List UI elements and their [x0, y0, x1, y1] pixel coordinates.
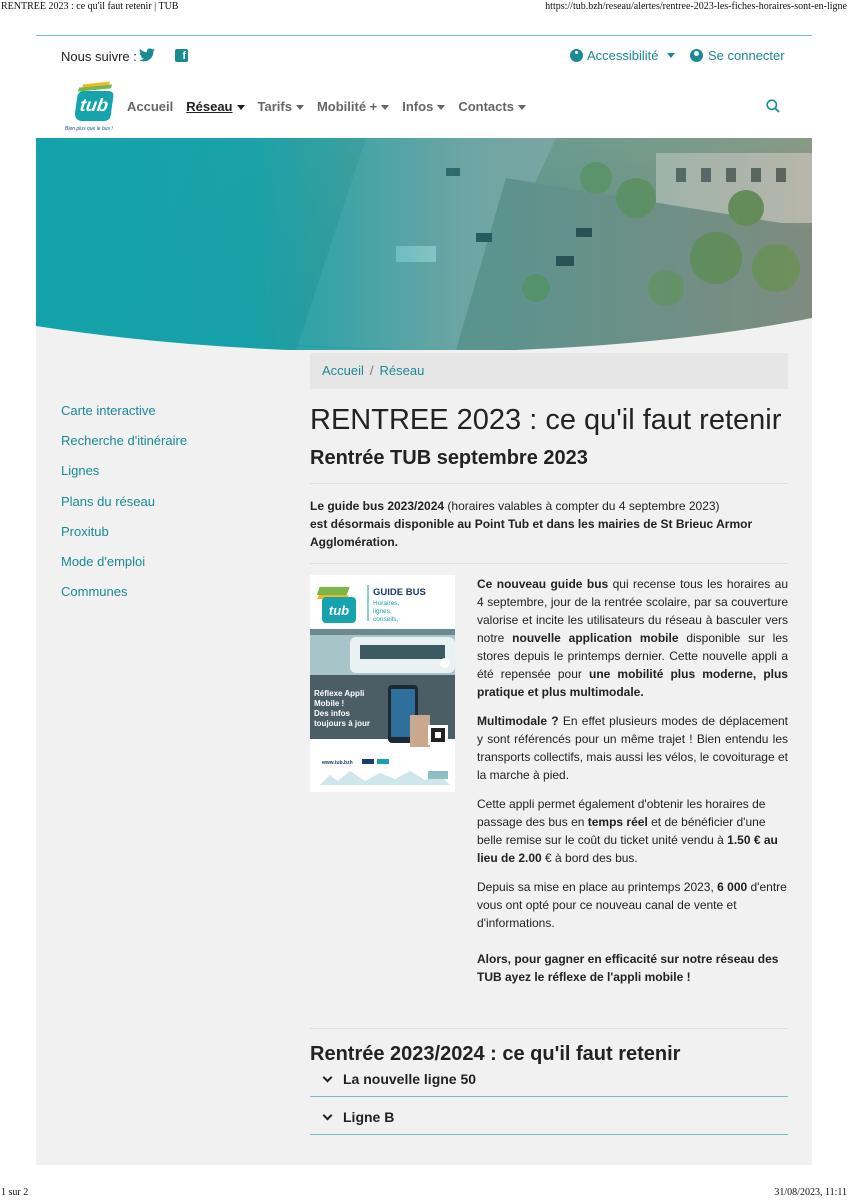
menu-item-tarifs[interactable]: Tarifs [258, 99, 304, 114]
login-label: Se connecter [708, 48, 785, 63]
breadcrumb-current[interactable]: Réseau [379, 363, 425, 378]
article-call-to-action: Alors, pour gagner en efficacité sur notre réseau des TUB ayez le réflexe de l'appli mobile ! [477, 952, 779, 984]
svg-text:Horaires,: Horaires, [373, 600, 400, 607]
twitter-icon[interactable] [139, 48, 155, 62]
svg-text:tub: tub [328, 603, 350, 618]
accordion-ligne-b[interactable] [310, 1097, 788, 1135]
sidenav-item-itineraire[interactable]: Recherche d'itinéraire [61, 433, 188, 449]
svg-text:lignes,: lignes, [373, 608, 392, 615]
accordion-ligne-50[interactable] [310, 1059, 788, 1097]
tub-logo[interactable] [61, 83, 117, 131]
sidenav-item-carte[interactable]: Carte interactive [61, 403, 156, 418]
print-page-number: 1 sur 2 [1, 1187, 29, 1198]
accessibility-menu[interactable] [570, 48, 675, 63]
main-content [310, 402, 788, 1007]
print-tab-title: RENTREE 2023 : ce qu'il faut retenir | TUB [1, 1, 179, 12]
chevron-down-icon [381, 105, 389, 110]
sidenav-item-communes[interactable]: Communes [61, 584, 128, 600]
chevron-down-icon [237, 105, 245, 110]
user-icon [690, 49, 703, 62]
menu-item-infos[interactable]: Infos [402, 99, 445, 114]
svg-text:Mobile !: Mobile ! [314, 699, 345, 708]
intro-paragraph: Le guide bus 2023/2024 (horaires valables à compter du 4 septembre 2023) est désormais disponible au Point Tub et dans les mairies de St Brieuc Armor Agglomération. [310, 499, 753, 549]
follow-label: Nous suivre : [61, 49, 137, 64]
search-icon[interactable] [766, 99, 780, 113]
chevron-down-icon [667, 53, 675, 58]
article-paragraph: Depuis sa mise en place au printemps 2023, 6 000 d'entre vous ont opté pour ce nouveau canal de vente et d'informations. [477, 880, 787, 930]
svg-text:conseils,: conseils, [373, 616, 399, 623]
accordion-label: La nouvelle ligne 50 [343, 1071, 477, 1087]
menu-item-reseau[interactable]: Réseau [186, 99, 244, 114]
accessibility-label: Accessibilité [587, 48, 659, 63]
article-paragraph: Cette appli permet également d'obtenir les horaires de passage des bus en temps réel et de bénéficier d'une belle remise sur le coût du ticket unité vendu à 1.50 € au lieu de 2.00 € à bord des bus. [477, 797, 778, 865]
section-heading: Rentrée 2023/2024 : ce qu'il faut retenir [310, 1028, 788, 1066]
hero-banner [36, 138, 812, 350]
sidenav-item-plans[interactable]: Plans du réseau [61, 493, 155, 509]
sidenav-item-proxitub[interactable]: Proxitub [61, 523, 109, 539]
login-link[interactable] [690, 48, 785, 63]
page [36, 35, 812, 1165]
facebook-icon[interactable]: f [175, 49, 188, 62]
svg-text:www.tub.bzh: www.tub.bzh [322, 760, 353, 766]
article-text [477, 575, 788, 997]
menu-item-contacts[interactable]: Contacts [458, 99, 526, 114]
menu-item-accueil[interactable]: Accueil [127, 99, 174, 114]
chevron-down-icon [323, 1111, 333, 1121]
guide-bus-cover-image[interactable] [310, 575, 455, 792]
article-paragraph: Ce nouveau guide bus qui recense tous les horaires au 4 septembre, jour de la rentrée scolaire, par sa couverture valorise et incite les utilisateurs du réseau à basculer vers notre nouvelle application mobile disponible sur les stores depuis le printemps dernier. Cette nouvelle appli a été repensée pour une mobilité plus moderne, plus pratique et plus multimodale. [477, 577, 788, 699]
accessibility-icon [570, 49, 583, 62]
breadcrumb-home[interactable]: Accueil [322, 363, 364, 378]
sidenav-item-mode-emploi[interactable]: Mode d'emploi [61, 553, 146, 569]
svg-text:Réflexe Appli: Réflexe Appli [314, 689, 365, 698]
accordion-label: Ligne B [343, 1109, 395, 1125]
chevron-down-icon [518, 105, 526, 110]
chevron-down-icon [437, 105, 445, 110]
svg-text:GUIDE BUS: GUIDE BUS [373, 587, 426, 598]
main-nav [36, 75, 812, 138]
svg-text:Des infos: Des infos [314, 709, 351, 718]
page-title: RENTREE 2023 : ce qu'il faut retenir [310, 404, 782, 436]
print-header [0, 0, 848, 14]
logo-mark: tub [74, 91, 114, 121]
breadcrumb: Accueil / Réseau [310, 353, 788, 389]
chevron-down-icon [323, 1073, 333, 1083]
side-nav [61, 403, 187, 614]
sidenav-item-lignes[interactable]: Lignes [61, 463, 100, 479]
chevron-down-icon [296, 105, 304, 110]
divider [310, 483, 788, 484]
print-url: https://tub.bzh/reseau/alertes/rentree-2023-les-fiches-horaires-sont-en-ligne [545, 1, 847, 12]
article-paragraph: Multimodale ? En effet plusieurs modes de déplacement y sont référencés pour un même trajet ! Bien entendu les transports collectifs, mais aussi les vélos, le covoiturage et la marche à pied. [477, 714, 789, 782]
menu-item-mobilite[interactable]: Mobilité + [317, 99, 389, 114]
page-subtitle: Rentrée TUB septembre 2023 [310, 447, 588, 469]
divider [310, 563, 788, 564]
menu [127, 99, 539, 114]
top-bar [36, 35, 812, 75]
logo-tagline: Bien plus que le bus ! [65, 126, 113, 132]
article-body [310, 575, 788, 1007]
svg-text:toujours à jour: toujours à jour [314, 719, 370, 728]
print-datetime: 31/08/2023, 11:11 [774, 1187, 847, 1198]
